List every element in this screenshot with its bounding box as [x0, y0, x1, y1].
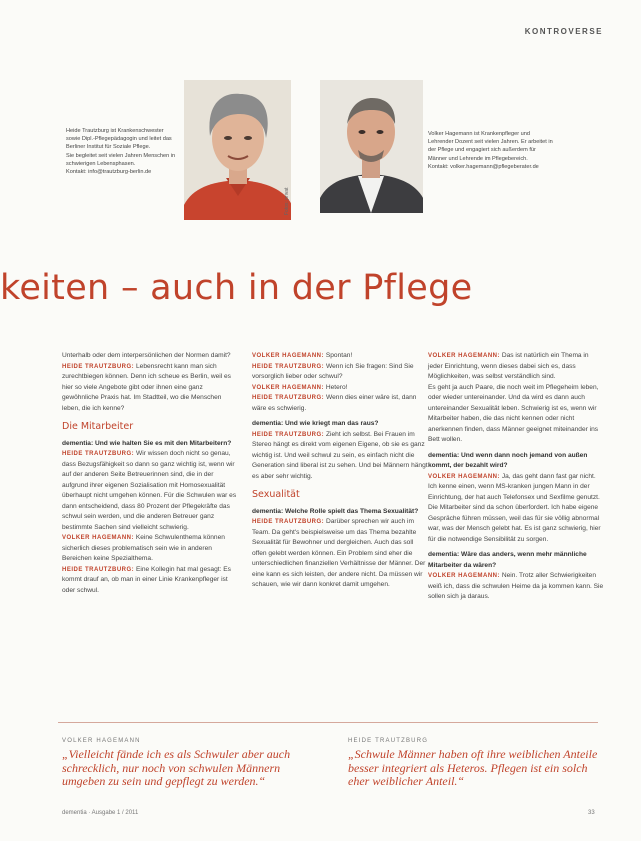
paragraph-text: Hetero!: [324, 383, 348, 391]
caption-line: Heide Trautzburg ist Krankenschwester sowie Dipl.-Pflegepädagogin und leitet das Berliner Institut für Soziale Pflege.: [66, 128, 172, 151]
section-subheading: Sexualität: [252, 489, 300, 500]
interview-question: dementia: Und wie halten Sie es mit den Mitarbeitern?: [62, 439, 232, 447]
speaker-name: HEIDE TRAUTZBURG:: [252, 431, 325, 438]
speaker-paragraph: [252, 351, 428, 362]
text-column-3: [428, 351, 604, 603]
speaker-paragraph: [252, 383, 428, 394]
interview-question: dementia: Wäre das anders, wenn mehr männliche Mitarbeiter da wären?: [428, 551, 587, 569]
speaker-name: HEIDE TRAUTZBURG:: [252, 363, 325, 370]
divider: [58, 722, 598, 723]
speaker-name: VOLKER HAGEMANN:: [428, 353, 500, 359]
paragraph-text: Ja, das geht dann fast gar nicht. Ich kenne einen, wenn MS-kranken jungen Mann in der Einrichtung, der hat auch Telefonsex und Sexfilme genutzt. Die Mitarbeiter sind da schon überfordert. Ich habe eigene Gespräche führen müssen, weil das für sie völlig abnormal war, was der Mensch gelebt hat. Es ist ganz schwierig, hier für die notwendige Sensibilität zu sorgen.: [428, 472, 601, 543]
speaker-name: VOLKER HAGEMANN:: [428, 473, 500, 480]
interview-question: dementia: Und wie kriegt man das raus?: [252, 420, 379, 427]
paragraph-text: Das ist natürlich ein Thema in jeder Einrichtung, wenn dieses dabei sich es, dass Möglichkeiten, was selbst verständlich sind.: [428, 352, 589, 380]
speaker-paragraph: [428, 472, 604, 546]
speaker-name: VOLKER HAGEMANN:: [428, 573, 500, 579]
caption-heide-trautzburg: [66, 127, 178, 176]
caption-line: Sie begleitet seit vielen Jahren Menschen in schwierigen Lebensphasen.: [66, 152, 176, 167]
footer-magazine: dementia · Ausgabe 1 / 2011: [62, 810, 139, 816]
speaker-name: VOLKER HAGEMANN:: [252, 353, 324, 359]
paragraph-text: Nein. Trotz aller Schwierigkeiten weiß ich, dass die schwulen Heime da ja kommen kann. Sie sollen sich ja daraus.: [428, 572, 604, 600]
speaker-name: HEIDE TRAUTZBURG:: [252, 395, 325, 401]
headline: keiten – auch in der Pflege: [0, 268, 473, 308]
pullquote: „Schwule Männer haben oft ihre weiblichen Anteile besser integriert als Heteros. Pflegen ist ein solch eher weiblicher Anteil.“: [348, 747, 598, 788]
speaker-name: HEIDE TRAUTZBURG:: [62, 363, 135, 370]
paragraph-text: Keine Schwulenthema können sicherlich dieses problematisch sein wie in anderen Bereichen keine Spezialthema.: [62, 534, 225, 562]
pullquote-attribution: VOLKER HAGEMANN: [62, 738, 141, 744]
speaker-paragraph: [62, 449, 238, 533]
pullquote: „Vielleicht fände ich es als Schwuler aber auch schrecklich, nur noch von schwulen Männern umgeben zu sein und gepflegt zu werden.“: [62, 747, 291, 788]
paragraph-text: Zieht ich selbst. Bei Frauen im Stereo hängt es direkt vom eigenen Eigene, ob sie es ganz wichtig ist. Und weil schwul zu sein, es einfach nicht die Generation sind liberal ist zu sehen. Und bei Männern hängt es aber sehr wichtig.: [252, 430, 428, 480]
pullquote-attribution: HEIDE TRAUTZBURG: [348, 738, 429, 744]
speaker-name: VOLKER HAGEMANN:: [252, 384, 324, 391]
speaker-paragraph: [428, 351, 604, 383]
page-number: 33: [588, 810, 595, 816]
text-column-2: [252, 351, 428, 591]
caption-line: Kontakt: volker.hagemann@pflegeberater.de: [428, 163, 539, 170]
paragraph-text: Darüber sprechen wir auch im Team. Da geht's beispielsweise um das Thema bezahlte Sexualität für Bewohner und dergleichen. Auch das soll offen gelebt werden können. Ein Problem sind eher die unterschiedlichen finanziellen Verhältnisse der Männer. Der eine kann es sich leisten, der andere nicht. Da müssen wir schauen, wie wir dann konkret damit umgehen.: [252, 518, 426, 588]
speaker-name: VOLKER HAGEMANN:: [62, 535, 134, 541]
caption-line: Kontakt: info@trautzburg-berlin.de: [66, 169, 152, 176]
portrait-heide-trautzburg: [184, 80, 291, 220]
interview-question: dementia: Und wenn dann noch jemand von außen kommt, der bezahlt wird?: [428, 451, 588, 469]
paragraph-text: Wenn ich Sie fragen: Sind Sie vorsorglich lieber oder schwul?: [252, 362, 414, 380]
paragraph-text: Lebensrecht kann man sich zurechtbiegen können. Denn ich scheue es Berlin, weil es hier so viele Angebote gibt oder ihnen eine ganz gewöhnliche Praxis hat. Im Stadtteil, wo die Menschen leben, die ich kenne?: [62, 362, 231, 412]
speaker-paragraph: [428, 571, 604, 603]
speaker-paragraph: [62, 362, 238, 415]
text-column-1: [62, 351, 238, 596]
caption-volker-hagemann: [428, 130, 556, 171]
caption-line: Volker Hagemann ist Krankenpfleger und Lehrender Dozent seit vielen Jahren. Er arbeitet in der Pflege und engagiert sich außerdem für Männer und Lehrende im Pflegebereich.: [428, 131, 553, 162]
portrait-volker-hagemann: [320, 80, 423, 213]
paragraph-text: Wenn dies einer wäre ist, dann wäre es schwierig.: [252, 394, 417, 412]
speaker-name: HEIDE TRAUTZBURG:: [62, 566, 135, 573]
speaker-name: HEIDE TRAUTZBURG:: [252, 519, 325, 525]
speaker-paragraph: [252, 362, 428, 383]
section-kicker: KONTROVERSE: [524, 27, 603, 36]
photo-credit: Fotos: privat: [284, 187, 290, 215]
paragraph-text: Eine Kollegin hat mal gesagt: Es kommt drauf an, ob man in einer Linie Krankenpfleger ist oder schwul.: [62, 565, 231, 594]
section-subheading: Die Mitarbeiter: [62, 421, 134, 432]
interview-question: dementia: Welche Rolle spielt das Thema Sexualität?: [252, 507, 419, 515]
speaker-paragraph: [252, 430, 428, 483]
speaker-paragraph: [62, 565, 238, 597]
paragraph-text: Wir wissen doch nicht so genau, dass Bezugsfähigkeit so dann so ganz wichtig ist, wenn wir auf der anderen Seite Betreuerinnen sind, die in der aufgrund ihrer eigenen Sozialisation mit Homosexualität überhaupt nicht umgehen können. Für die Schwulen war es dann entscheidend, dass 80 Prozent der Pflegekräfte das schwul sein werden, und die anderen Betreuer ganz bestimmte Sachen sind vielleicht schwierig.: [62, 450, 237, 531]
paragraph-text: Es geht ja auch Paare, die noch weit im Pflegeheim leben, oder wieder untereinander. Und da wird es dann auch untereinander Sexualität leben. Schwierig ist es, wenn wir Mitarbeiter haben, die das nicht kennen oder nicht anerkennen finden, dass Männer geeignet miteinander ins Bett wollen.: [428, 383, 599, 443]
paragraph-text: Spontan!: [324, 352, 353, 359]
speaker-paragraph: [62, 533, 238, 565]
speaker-paragraph: [252, 393, 428, 414]
speaker-name: HEIDE TRAUTZBURG:: [62, 451, 135, 457]
speaker-paragraph: [252, 517, 428, 591]
paragraph-text: Unterhalb oder dem interpersönlichen der Normen damit?: [62, 352, 231, 359]
